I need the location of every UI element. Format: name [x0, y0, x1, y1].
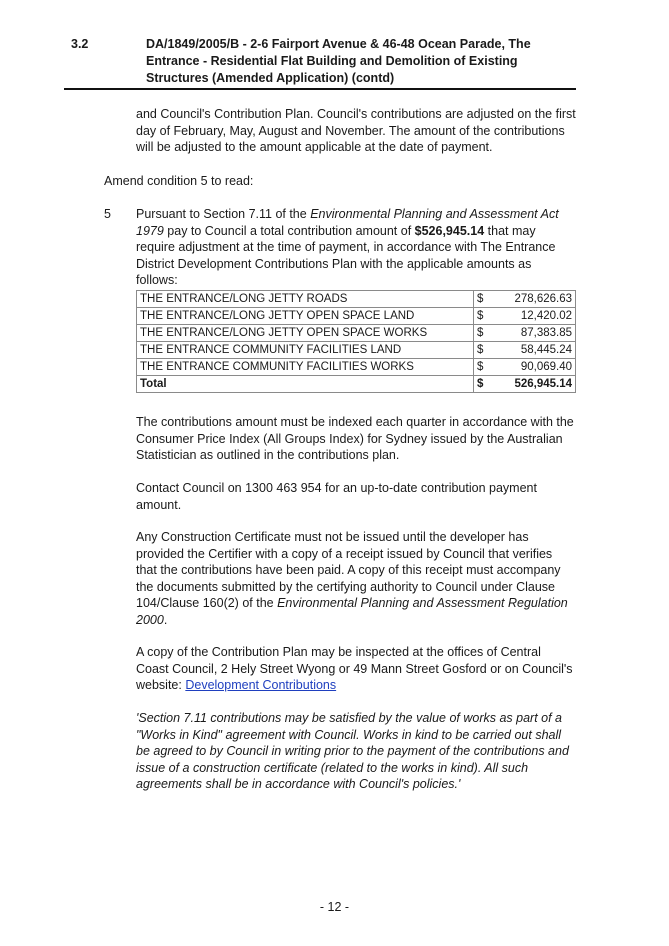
- table-row: [137, 308, 576, 325]
- row-currency: $: [474, 376, 495, 393]
- table-total-row: [137, 376, 576, 393]
- page-number: - 12 -: [319, 900, 350, 914]
- row-currency: $: [474, 291, 495, 308]
- act-name: Environmental Planning and Assessment Act 1979: [136, 207, 559, 238]
- row-amount: 12,420.02: [494, 308, 576, 325]
- row-currency: $: [474, 359, 495, 376]
- row-description: THE ENTRANCE COMMUNITY FACILITIES WORKS: [137, 359, 474, 376]
- development-contributions-link[interactable]: Development Contributions: [185, 678, 337, 692]
- row-description: THE ENTRANCE/LONG JETTY OPEN SPACE LAND: [137, 308, 474, 325]
- works-in-kind-note: 'Section 7.11 contributions may be satisfied by the value of works as part of a "Works in Kind" agreement with Council. Works in kind to be carried out shall be agreed to by Council in writing prior to the payment of the contributions and issue of a construction certificate (related to the works in kind). All such agreements shall be in accordance with Council's policies.': [136, 711, 569, 791]
- row-currency: $: [474, 308, 495, 325]
- row-currency: $: [474, 342, 495, 359]
- certificate-text-end: .: [163, 612, 168, 627]
- certificate-text: Any Construction Certificate must not be issued until the developer has provided the Certifier with a copy of a receipt issued by Council that verifies that the contributions have been paid. A copy of this receipt must accompany the documents submitted by the certifying authority to Council under Clause 104/Clause 160(2) of the: [136, 530, 561, 610]
- condition-text: [136, 206, 576, 289]
- row-amount: 87,383.85: [494, 325, 576, 342]
- header-divider: [64, 88, 576, 90]
- indexation-paragraph: The contributions amount must be indexed each quarter in accordance with the Consumer Price Index (All Groups Index) for Sydney issued by the Australian Statistician as outlined in the contributions plan.: [136, 415, 574, 462]
- condition-text-start: Pursuant to Section 7.11 of the: [136, 207, 311, 221]
- row-description: THE ENTRANCE/LONG JETTY OPEN SPACE WORKS: [137, 325, 474, 342]
- row-currency: $: [474, 325, 495, 342]
- inspection-text: A copy of the Contribution Plan may be inspected at the offices of Central Coast Council, 2 Hely Street Wyong or 49 Mann Street Gosford or on Council's website:: [136, 645, 573, 692]
- row-description: THE ENTRANCE/LONG JETTY ROADS: [137, 291, 474, 308]
- row-amount: 90,069.40: [494, 359, 576, 376]
- condition-text-mid: pay to Council a total contribution amount of: [163, 223, 415, 238]
- total-amount: $526,945.14: [414, 223, 485, 238]
- row-amount: 526,945.14: [494, 376, 576, 393]
- section-number: 3.2: [71, 37, 89, 51]
- row-amount: 278,626.63: [494, 291, 576, 308]
- construction-certificate-paragraph: [136, 529, 576, 628]
- regulation-name: Environmental Planning and Assessment Regulation 2000: [136, 596, 568, 627]
- table-row: [137, 342, 576, 359]
- condition-number: 5: [104, 207, 111, 221]
- contact-paragraph: Contact Council on 1300 463 954 for an up-to-date contribution payment amount.: [136, 481, 537, 512]
- table-row: [137, 359, 576, 376]
- row-description: Total: [137, 376, 474, 393]
- contributions-table: [136, 290, 576, 393]
- amend-instruction: Amend condition 5 to read:: [104, 174, 254, 188]
- table-row: [137, 291, 576, 308]
- row-description: THE ENTRANCE COMMUNITY FACILITIES LAND: [137, 342, 474, 359]
- section-title: DA/1849/2005/B - 2-6 Fairport Avenue & 46-48 Ocean Parade, The Entrance - Residential Flat Building and Demolition of Existing Structures (Amended Application) (contd): [146, 37, 531, 85]
- row-amount: 58,445.24: [494, 342, 576, 359]
- section-header: [64, 36, 576, 87]
- inspection-paragraph: [136, 644, 576, 694]
- table-row: [137, 325, 576, 342]
- intro-paragraph: and Council's Contribution Plan. Council's contributions are adjusted on the first day of February, May, August and November. The amount of the contributions will be adjusted to the amount applicable at the date of payment.: [136, 107, 576, 154]
- condition-text-end: that may require adjustment at the time of payment, in accordance with The Entrance District Development Contributions Plan with the applicable amounts as follows:: [136, 223, 556, 287]
